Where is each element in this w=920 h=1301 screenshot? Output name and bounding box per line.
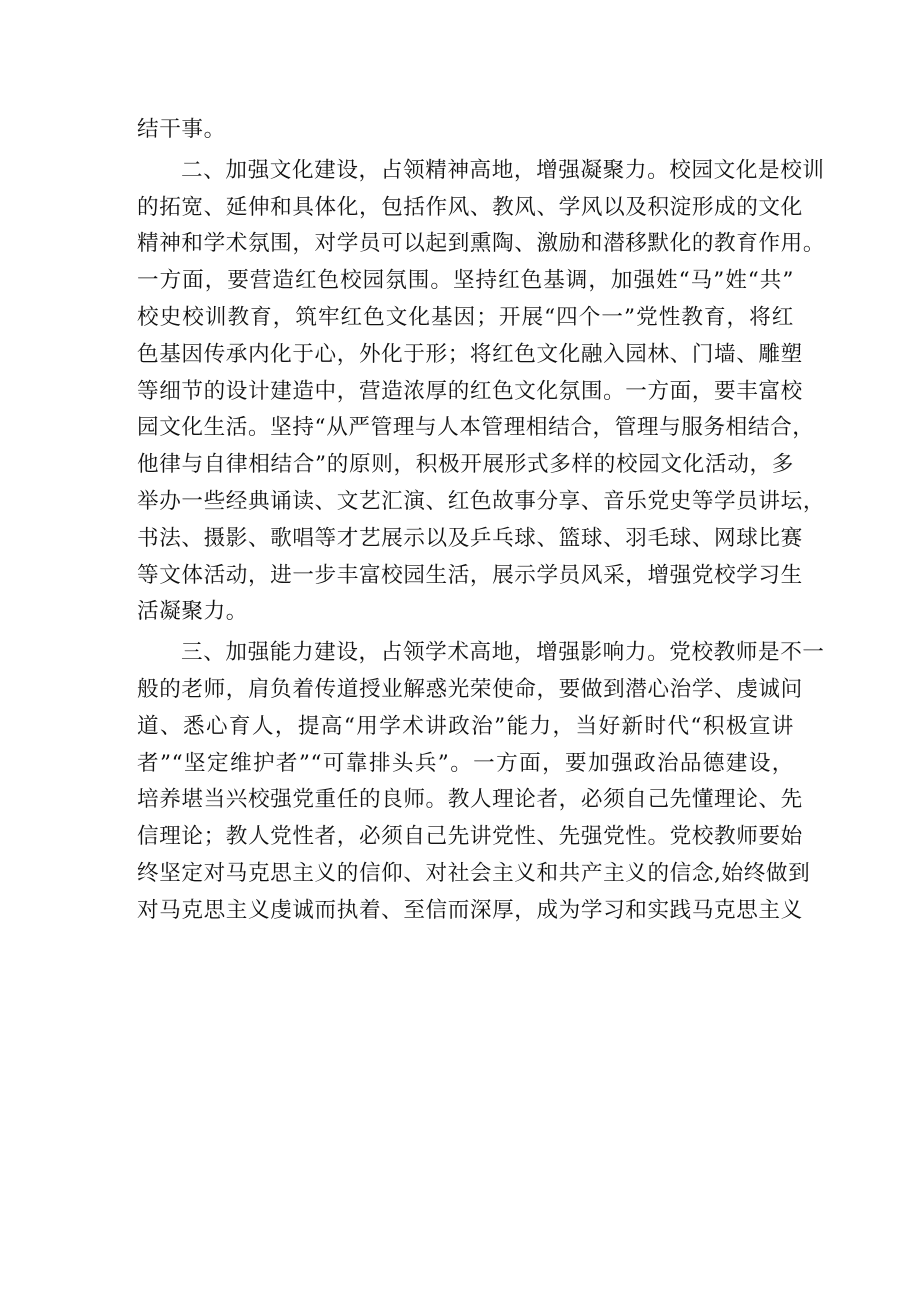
paragraph-line: 精神和学术氛围，对学员可以起到熏陶、激励和潜移默化的教育作用。 bbox=[137, 231, 826, 257]
paragraph-line: 二、加强文化建设，占领精神高地，增强凝聚力。校园文化是校训 bbox=[181, 157, 825, 183]
paragraph-line: 对马克思主义虔诚而执着、至信而深厚，成为学习和实践马克思主义 bbox=[137, 897, 803, 923]
paragraph-line: 园文化生活。坚持“从严管理与人本管理相结合，管理与服务相结合， bbox=[137, 415, 815, 441]
paragraph-line: 者”“坚定维护者”“可靠排头兵”。一方面，要加强政治品德建设， bbox=[137, 750, 794, 776]
paragraph-line: 终坚定对马克思主义的信仰、对社会主义和共产主义的信念,始终做到 bbox=[137, 860, 811, 886]
paragraph-line: 信理论；教人党性者，必须自己先讲党性、先强党性。党校教师要始 bbox=[137, 824, 803, 850]
paragraph-3 bbox=[137, 635, 825, 929]
paragraph-line: 活凝聚力。 bbox=[137, 599, 248, 625]
paragraph-line: 书法、摄影、歌唱等才艺展示以及乒乓球、篮球、羽毛球、网球比赛 bbox=[137, 525, 803, 551]
paragraph-line: 校史校训教育，筑牢红色文化基因；开展“四个一”党性教育，将红 bbox=[137, 304, 794, 330]
paragraph-line: 一方面，要营造红色校园氛围。坚持红色基调，加强姓“马”姓“共” bbox=[137, 268, 794, 294]
paragraph-line: 举办一些经典诵读、文艺汇演、红色故事分享、音乐党史等学员讲坛， bbox=[137, 488, 826, 514]
paragraph-line: 般的老师，肩负着传道授业解惑光荣使命，要做到潜心治学、虔诚问 bbox=[137, 676, 803, 702]
paragraph-line: 的拓宽、延伸和具体化，包括作风、教风、学风以及积淀形成的文化 bbox=[137, 194, 803, 220]
paragraph-line: 他律与自律相结合”的原则，积极开展形式多样的校园文化活动，多 bbox=[137, 452, 794, 478]
paragraph-2 bbox=[137, 153, 826, 631]
paragraph-line: 等文体活动，进一步丰富校园生活，展示学员风采，增强党校学习生 bbox=[137, 562, 803, 588]
paragraph-1 bbox=[137, 112, 794, 149]
paragraph-line: 培养堪当兴校强党重任的良师。教人理论者，必须自己先懂理论、先 bbox=[137, 787, 803, 813]
document-body bbox=[137, 112, 826, 930]
paragraph-line: 三、加强能力建设，占领学术高地，增强影响力。党校教师是不一 bbox=[181, 640, 825, 666]
paragraph-line: 道、悉心育人，提高“用学术讲政治”能力，当好新时代“积极宣讲 bbox=[137, 713, 794, 739]
paragraph-line: 结干事。 bbox=[137, 117, 226, 142]
paragraph-line: 色基因传承内化于心，外化于形；将红色文化融入园林、门墙、雕塑 bbox=[137, 341, 803, 367]
paragraph-line: 等细节的设计建造中，营造浓厚的红色文化氛围。一方面，要丰富校 bbox=[137, 378, 803, 404]
